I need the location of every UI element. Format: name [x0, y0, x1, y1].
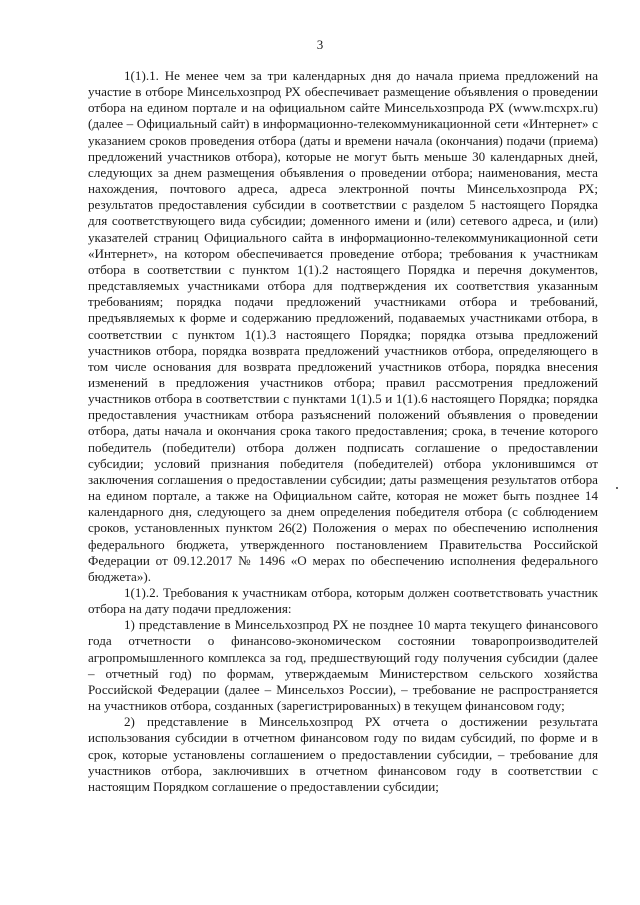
paragraph-1-1-1: 1(1).1. Не менее чем за три календарных дня до начала приема предложений на участие в отборе Минсельхозпрод РХ обеспечивает размещение объявления о проведении отбора на едином портале и на официальном сайте Минсельхозпрода РХ (www.mcxpx.ru) (далее – Официальный сайт) в информационно-телекоммуникационной сети «Интернет» с указанием сроков проведения отбора (даты и времени начала (окончания) подачи (приема) предложений участников отбора), которые не могут быть меньше 30 календарных дней, следующих за днем размещения объявления о проведении отбора; наименования, места нахождения, почтового адреса, адреса электронной почты Минсельхозпрода РХ; результатов предоставления субсидии в соответствии с разделом 5 настоящего Порядка для соответствующего вида субсидии; доменного имени и (или) сетевого адреса, и (или) указателей страниц Официального сайта в информационно-телекоммуникационной сети «Интернет», на котором обеспечивается проведение отбора; требования к участникам отбора в соответствии с пунктом 1(1).2 настоящего Порядка и перечня документов, представляемых участниками отбора для подтверждения их соответствия указанным требованиям; порядка подачи предложений участниками отбора и требований, предъявляемых к форме и содержанию предложений, подаваемых участниками отбора, в соответствии с пунктом 1(1).3 настоящего Порядка; порядка отзыва предложений участников отбора, порядка возврата предложений участников отбора, определяющего в том числе основания для возврата предложений участников отбора, порядка внесения изменений в предложения участников отбора; правил рассмотрения предложений участников отбора в соответствии с пунктами 1(1).5 и 1(1).6 настоящего Порядка; порядка предоставления участникам отбора разъяснений положений объявления о проведении отбора, даты начала и окончания срока такого предоставления; срока, в течение которого победитель (победители) отбора должен подписать соглашение о предоставлении субсидии; условий признания победителя (победителей) отбора уклонившимся от заключения соглашения о предоставлении субсидии; даты размещения результатов отбора на едином портале, а также на Официальном сайте, которая не может быть позднее 14 календарного дня, следующего за днем определения победителя отбора (с соблюдением сроков, установленных пунктом 26(2) Положения о мерах по обеспечению исполнения федерального бюджета, утвержденного постановлением Правительства Российской Федерации от 09.12.2017 № 1496 «О мерах по обеспечению исполнения федерального бюджета»). — [88, 68, 598, 584]
paragraph-1-1-2: 1(1).2. Требования к участникам отбора, которым должен соответствовать участник отбора на дату подачи предложения: — [88, 585, 598, 617]
page-number: 3 — [316, 37, 324, 52]
paragraph-item-1: 1) представление в Минсельхозпрод РХ не позднее 10 марта текущего финансового года отчетности о финансово-экономическом состоянии товаропроизводителей агропромышленного комплекса за год, предшествующий году получения субсидии (далее – отчетный год) по формам, утверждаемым Министерством сельского хозяйства Российской Федерации (далее – Минсельхоз России), – требование не распространяется на участников отбора, созданных (зарегистрированных) в текущем финансовом году; — [88, 617, 598, 714]
scan-speck — [616, 487, 618, 489]
paragraph-item-2: 2) представление в Минсельхозпрод РХ отчета о достижении результата использования субсидии в отчетном финансовом году по видам субсидий, по форме и в срок, которые установлены соглашением о предоставлении субсидии, – требование для участников отбора, заключивших в отчетном финансовом году в соответствии с настоящим Порядком соглашение о предоставлении субсидии; — [88, 714, 598, 794]
document-body — [88, 68, 598, 795]
